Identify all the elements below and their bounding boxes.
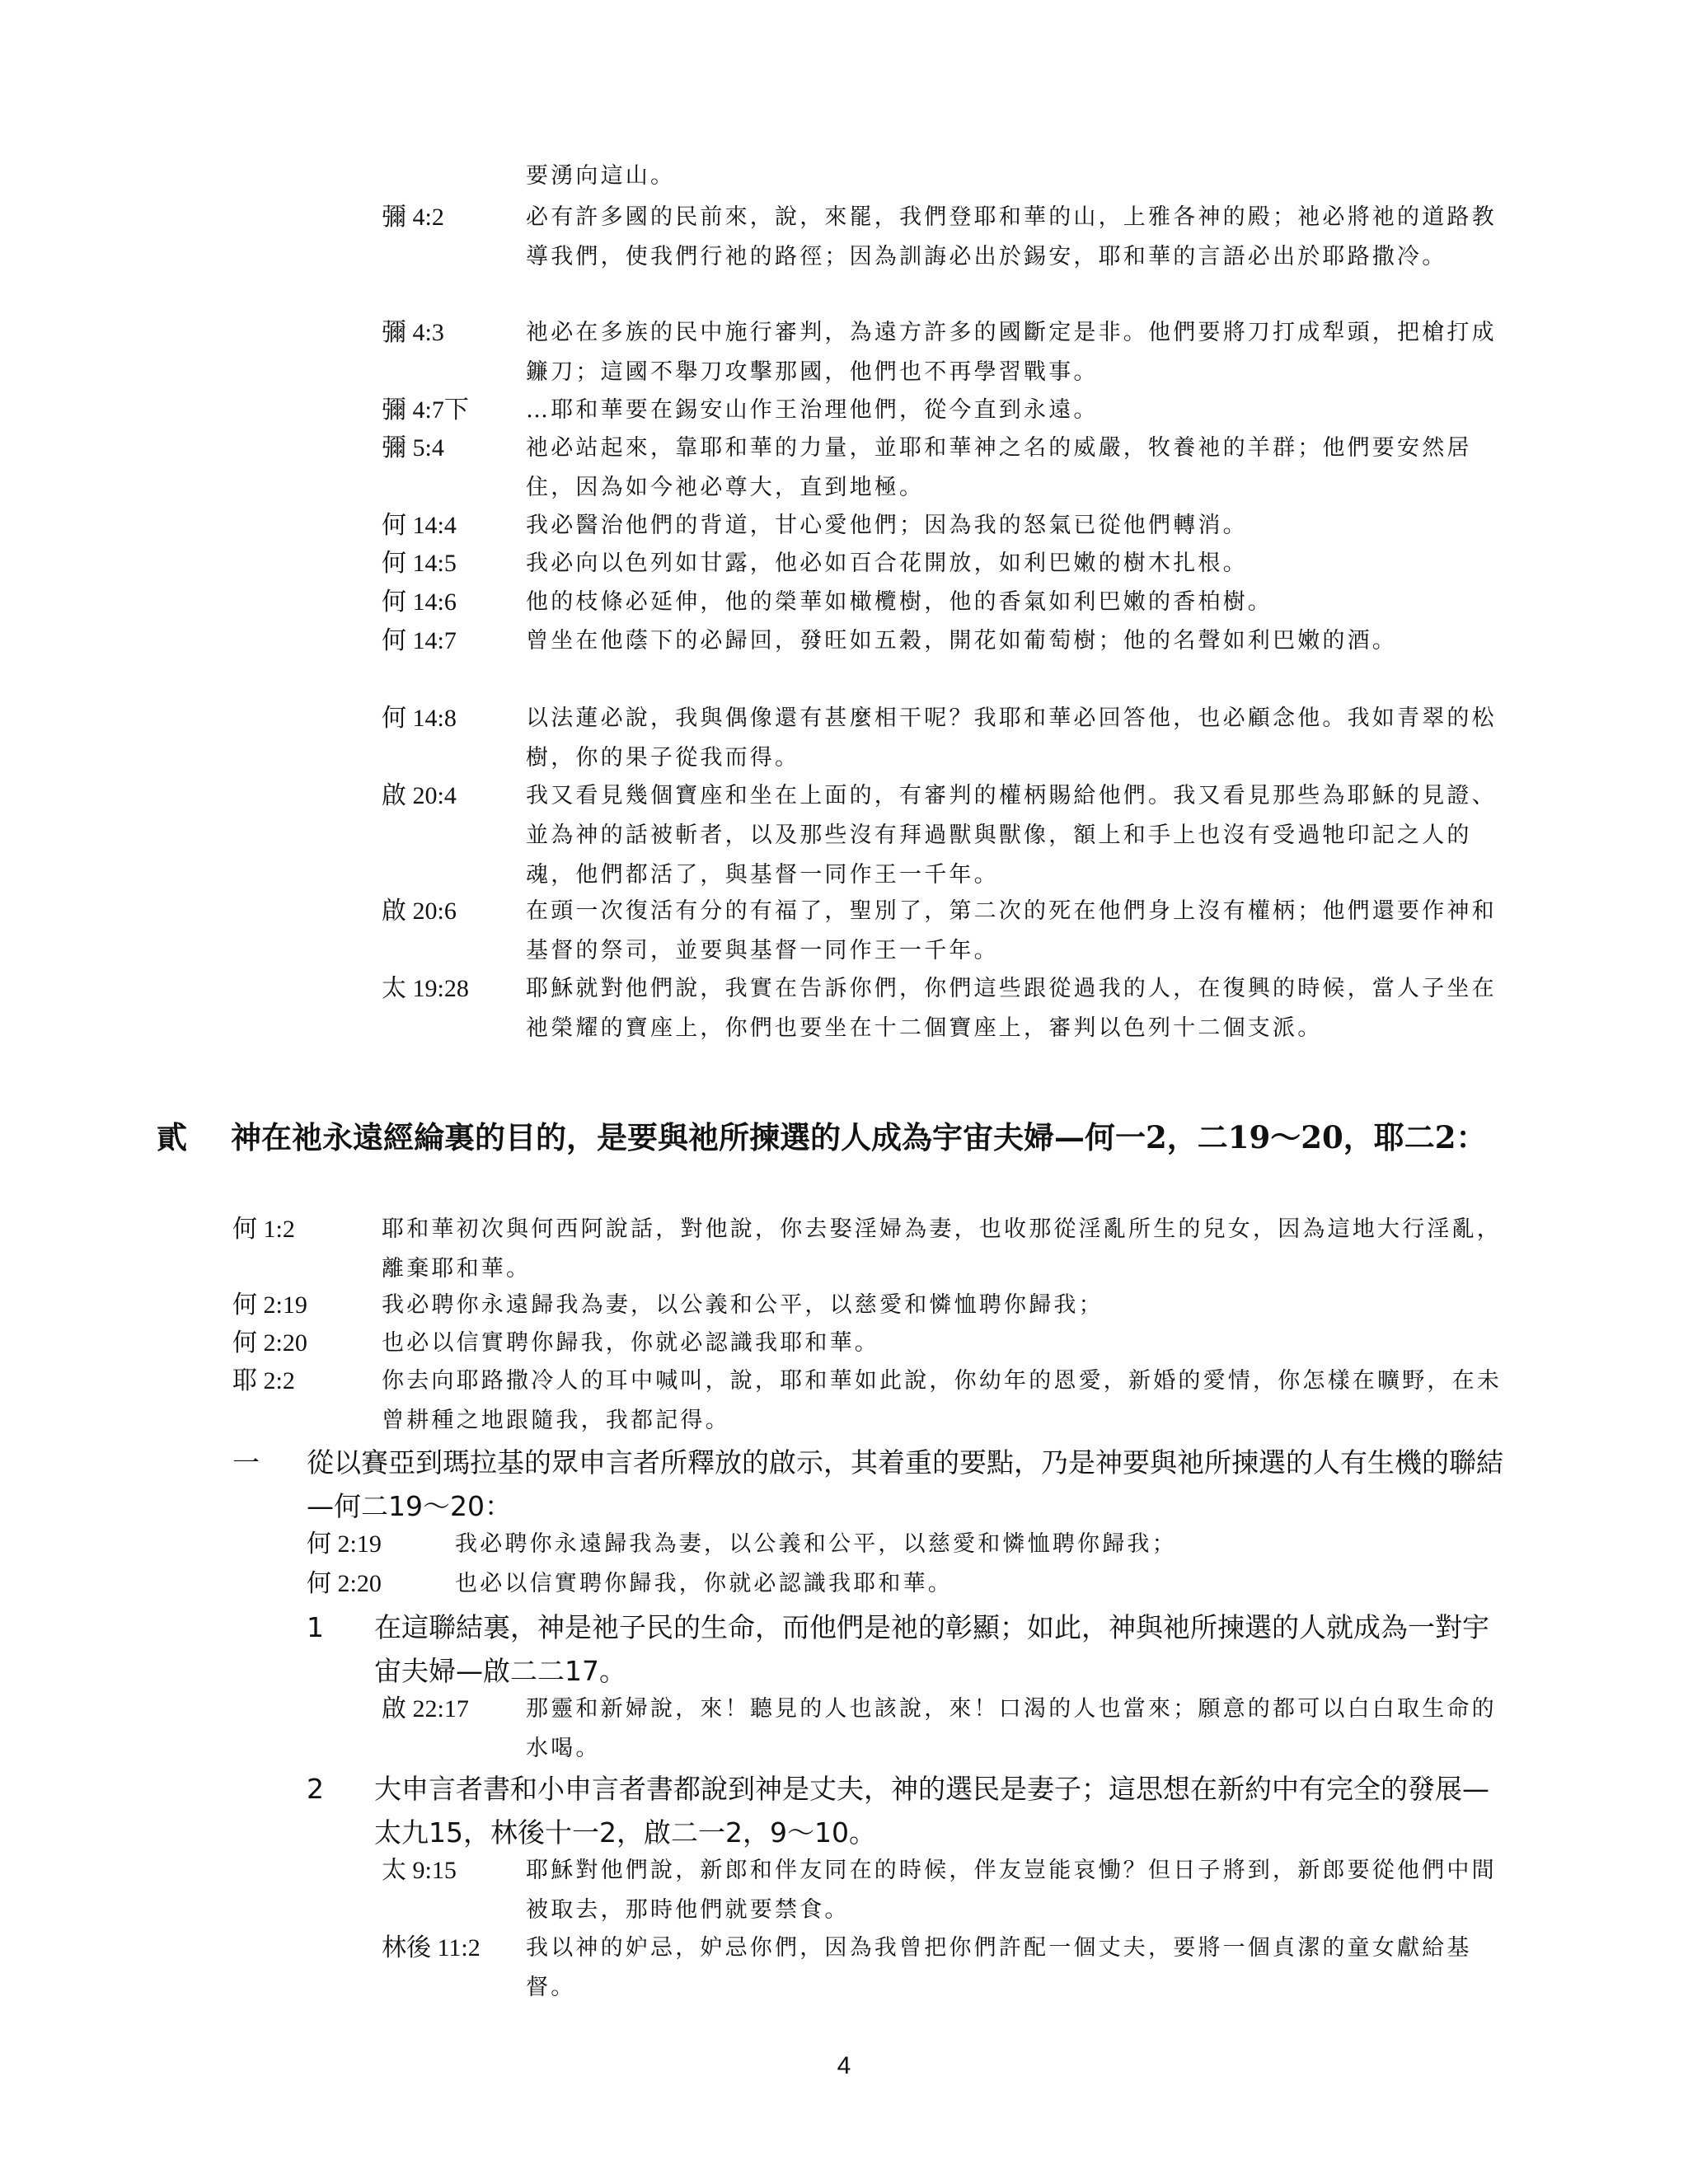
verse-text: 我必聘你永遠歸我為妻，以公義和公平，以慈愛和憐恤聘你歸我； xyxy=(455,1531,1177,1557)
verse-ref: 何 2:19 xyxy=(232,1291,307,1319)
verse-text: 在頭一次復活有分的有福了，聖別了，第二次的死在他們身上沒有權柄；他們還要作神和基督的祭司，並要與基督一同作王一千年。 xyxy=(526,898,1497,963)
verse-text: 耶穌對他們說，新郎和伴友同在的時候，伴友豈能哀慟？但日子將到，新郎要從他們中間被取去，那時他們就要禁食。 xyxy=(526,1858,1497,1923)
verse-ref: 啟 20:6 xyxy=(382,898,457,925)
verse-ref: 何 2:20 xyxy=(232,1329,307,1357)
verse-text: 你去向耶路撒冷人的耳中喊叫，說，耶和華如此說，你幼年的恩愛，新婚的愛情，你怎樣在曠野，在未曾耕種之地跟隨我，我都記得。 xyxy=(382,1368,1502,1433)
verse-text: 耶穌就對他們說，我實在告訴你們，你們這些跟從過我的人，在復興的時候，當人子坐在祂榮耀的寶座上，你們也要坐在十二個寶座上，審判以色列十二個支派。 xyxy=(526,976,1497,1041)
subpoint-number: 1 xyxy=(307,1611,324,1643)
verse-ref: 何 14:4 xyxy=(382,512,457,539)
verse-ref: 啟 20:4 xyxy=(382,782,457,809)
point-text: 從以賽亞到瑪拉基的眾申言者所釋放的啟示，其着重的要點，乃是神要與祂所揀選的人有生機的聯結—何二19～20： xyxy=(307,1446,1503,1522)
verse-ref: 何 2:20 xyxy=(307,1570,382,1597)
subpoint-number: 2 xyxy=(307,1773,324,1805)
section-number: 貳 xyxy=(157,1119,187,1155)
verse-ref: 林後 11:2 xyxy=(382,1934,481,1961)
verse-text: 也必以信實聘你歸我，你就必認識我耶和華。 xyxy=(382,1330,879,1356)
verse-text: 以法蓮必說，我與偶像還有甚麼相干呢？我耶和華必回答他，也必顧念他。我如青翠的松樹，你的果子從我而得。 xyxy=(526,705,1497,771)
verse-ref: 彌 4:7下 xyxy=(382,396,469,424)
verse-ref: 何 14:8 xyxy=(382,705,457,732)
section-title: 神在祂永遠經綸裏的目的，是要與祂所揀選的人成為宇宙夫婦—何一2，二19～20，耶二2： xyxy=(231,1119,1487,1155)
verse-ref: 何 14:5 xyxy=(382,550,457,577)
verse-text: 耶和華初次與何西阿說話，對他說，你去娶淫婦為妻，也收那從淫亂所生的兒女，因為這地大行淫亂，離棄耶和華。 xyxy=(382,1216,1502,1282)
verse-text: 祂必站起來，靠耶和華的力量，並耶和華神之名的威嚴，牧養祂的羊群；他們要安然居住，因為如今祂必尊大，直到地極。 xyxy=(526,435,1472,500)
verse-ref: 何 2:19 xyxy=(307,1530,382,1558)
verse-ref: 何 14:6 xyxy=(382,588,457,616)
verse-text: 我以神的妒忌，妒忌你們，因為我曾把你們許配一個丈夫，要將一個貞潔的童女獻給基督。 xyxy=(526,1935,1472,2000)
verse-text: 我又看見幾個寶座和坐在上面的，有審判的權柄賜給他們。我又看見那些為耶穌的見證、並為神的話被斬者，以及那些沒有拜過獸與獸像，額上和手上也沒有受過牠印記之人的魂，他們都活了，與基督一同作王一千年。 xyxy=(526,783,1497,888)
verse-text: 要湧向這山。 xyxy=(526,163,676,189)
page-number: 4 xyxy=(837,2052,851,2079)
verse-text: 他的枝條必延伸，他的榮華如橄欖樹，他的香氣如利巴嫩的香柏樹。 xyxy=(526,589,1273,615)
verse-text: 我必聘你永遠歸我為妻，以公義和公平，以慈愛和憐恤聘你歸我； xyxy=(382,1292,1104,1318)
verse-text: 祂必在多族的民中施行審判，為遠方許多的國斷定是非。他們要將刀打成犁頭，把槍打成鐮刀；這國不舉刀攻擊那國，他們也不再學習戰事。 xyxy=(526,320,1497,385)
subpoint-text: 大申言者書和小申言者書都說到神是丈夫，神的選民是妻子；這思想在新約中有完全的發展—太九15，林後十一2，啟二一2，9～10。 xyxy=(374,1773,1489,1849)
verse-ref: 何 1:2 xyxy=(232,1216,295,1243)
verse-text: 我必向以色列如甘露，他必如百合花開放，如利巴嫩的樹木扎根。 xyxy=(526,551,1248,576)
verse-text: …耶和華要在錫安山作王治理他們，從今直到永遠。 xyxy=(526,397,1099,423)
verse-text: 那靈和新婦說，來！聽見的人也該說，來！口渴的人也當來；願意的都可以白白取生命的水喝。 xyxy=(526,1696,1497,1761)
verse-text: 必有許多國的民前來，說，來罷，我們登耶和華的山，上雅各神的殿；祂必將祂的道路教導我們，使我們行祂的路徑；因為訓誨必出於錫安，耶和華的言語必出於耶路撒冷。 xyxy=(526,204,1497,269)
verse-ref: 啟 22:17 xyxy=(382,1695,469,1722)
verse-text: 曾坐在他蔭下的必歸回，發旺如五穀，開花如葡萄樹；他的名聲如利巴嫩的酒。 xyxy=(526,628,1397,654)
verse-ref: 彌 4:2 xyxy=(382,204,444,231)
verse-ref: 耶 2:2 xyxy=(232,1367,295,1394)
verse-text: 也必以信實聘你歸我，你就必認識我耶和華。 xyxy=(455,1571,953,1596)
verse-ref: 太 9:15 xyxy=(382,1857,457,1884)
verse-ref: 彌 5:4 xyxy=(382,434,444,462)
verse-ref: 何 14:7 xyxy=(382,627,457,654)
verse-ref: 彌 4:3 xyxy=(382,319,444,346)
verse-text: 我必醫治他們的背道，甘心愛他們；因為我的怒氣已從他們轉消。 xyxy=(526,513,1248,538)
subpoint-text: 在這聯結裏，神是祂子民的生命，而他們是祂的彰顯；如此，神與祂所揀選的人就成為一對宇宙夫婦—啟二二17。 xyxy=(374,1611,1489,1687)
verse-ref: 太 19:28 xyxy=(382,975,469,1002)
point-number: 一 xyxy=(232,1446,260,1479)
